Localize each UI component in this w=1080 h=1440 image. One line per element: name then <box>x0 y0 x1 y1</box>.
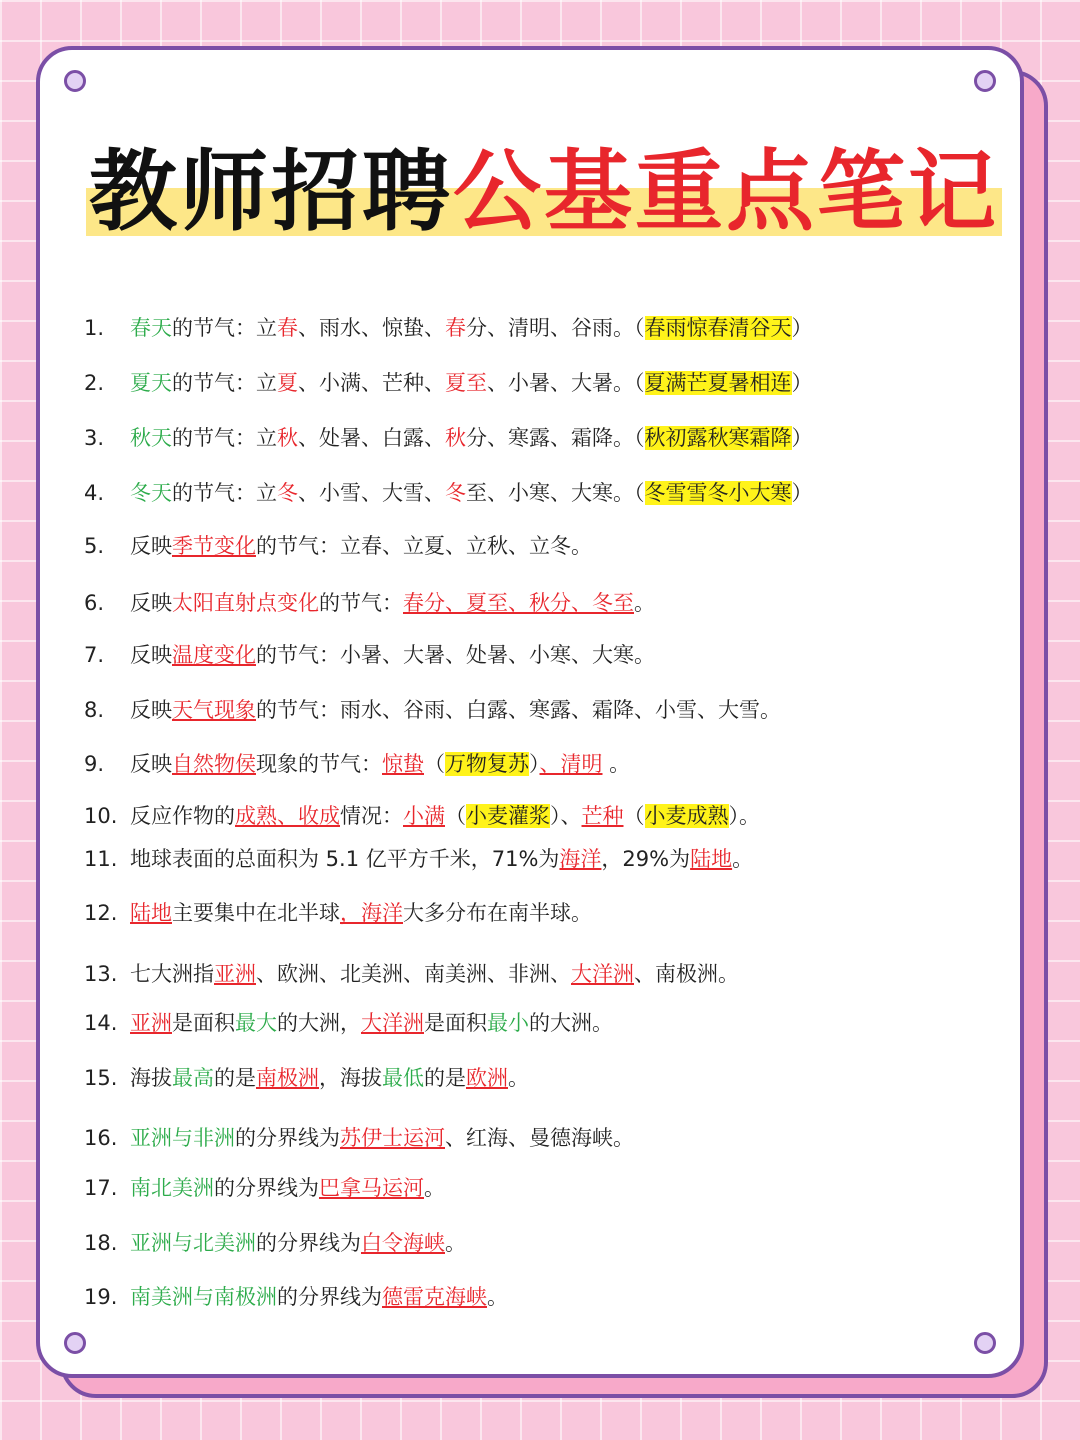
red-underlined-text: 陆地 <box>690 847 733 871</box>
plain-text: 。 <box>508 1066 529 1090</box>
note-item-1 <box>84 312 1004 344</box>
item-number: 16. <box>84 1126 118 1150</box>
green-text: 亚洲与非洲 <box>130 1126 235 1150</box>
plain-text: 的节气：立 <box>172 371 277 395</box>
plain-text: 的分界线为 <box>277 1285 382 1309</box>
plain-text: 、小暑、大暑。（ <box>487 371 645 395</box>
plain-text: 七大洲指 <box>130 962 214 986</box>
red-text: 冬 <box>445 481 466 505</box>
plain-text: 。 <box>487 1285 508 1309</box>
binder-hole-icon <box>64 70 86 92</box>
title-part-black: 教师招聘 <box>88 140 453 243</box>
green-text: 最高 <box>172 1066 214 1090</box>
green-text: 秋天 <box>130 426 172 450</box>
plain-text: 、小满、芒种、 <box>298 371 445 395</box>
plain-text: ） <box>791 371 813 395</box>
plain-text: 大多分布在南半球。 <box>403 901 592 925</box>
item-number: 13. <box>84 962 118 986</box>
note-item-3 <box>84 422 1004 454</box>
red-text: 春 <box>445 316 466 340</box>
green-text: 夏天 <box>130 371 172 395</box>
plain-text: 的节气：立春、立夏、立秋、立冬。 <box>256 534 592 558</box>
item-number: 9. <box>84 752 105 776</box>
note-item-8 <box>84 694 1004 726</box>
plain-text: 的大洲， <box>277 1011 361 1035</box>
plain-text: 的节气：立 <box>172 316 277 340</box>
red-underlined-text: 大洋洲 <box>361 1011 424 1035</box>
item-number: 10. <box>84 804 118 828</box>
red-underlined-text: 惊蛰 <box>382 752 424 776</box>
plain-text: 的是 <box>214 1066 256 1090</box>
plain-text: ）、 <box>550 804 582 828</box>
red-underlined-text: 亚洲 <box>130 1011 172 1035</box>
plain-text: 。 <box>732 847 754 871</box>
green-text: 亚洲与北美洲 <box>130 1231 256 1255</box>
item-number: 17. <box>84 1176 118 1200</box>
plain-text: 反映 <box>130 698 172 722</box>
plain-text: 、雨水、惊蛰、 <box>298 316 445 340</box>
green-text: 最大 <box>235 1011 277 1035</box>
item-number: 8. <box>84 698 105 722</box>
plain-text: 的节气：立 <box>172 481 277 505</box>
green-text: 春天 <box>130 316 172 340</box>
item-number: 19. <box>84 1285 118 1309</box>
red-underlined-text: ，海洋 <box>340 901 403 925</box>
note-item-2 <box>84 367 1004 399</box>
red-underlined-text: 小满 <box>403 804 445 828</box>
plain-text: 。 <box>445 1231 466 1255</box>
yellow-highlight-text: 秋初露秋寒霜降 <box>644 426 792 450</box>
yellow-highlight-text: 万物复苏 <box>445 752 529 776</box>
red-underlined-text: 天气现象 <box>172 698 256 722</box>
binder-hole-icon <box>64 1332 86 1354</box>
plain-text: 的节气：立 <box>172 426 277 450</box>
plain-text: 、处暑、白露、 <box>298 426 445 450</box>
title-block <box>86 136 1002 248</box>
green-text: 冬天 <box>130 481 172 505</box>
item-number: 6. <box>84 591 105 615</box>
red-underlined-text: 白令海峡 <box>361 1231 445 1255</box>
red-underlined-text: 大洋洲 <box>571 962 634 986</box>
red-underlined-text: 苏伊士运河 <box>340 1126 445 1150</box>
red-text: 夏 <box>277 371 298 395</box>
red-underlined-text: 海洋 <box>559 847 602 871</box>
plain-text: 至、小寒、大寒。（ <box>466 481 645 505</box>
plain-text: 现象的节气： <box>256 752 382 776</box>
note-item-13 <box>84 958 1004 990</box>
plain-text: （ <box>424 752 445 776</box>
red-underlined-text: 欧洲 <box>466 1066 508 1090</box>
plain-text: 反应作物的 <box>130 804 235 828</box>
plain-text: 的分界线为 <box>235 1126 340 1150</box>
note-item-11 <box>84 843 1004 875</box>
plain-text: ） <box>791 481 813 505</box>
note-item-12 <box>84 897 1004 929</box>
yellow-highlight-text: 夏满芒夏暑相连 <box>644 371 792 395</box>
red-text: 秋 <box>277 426 298 450</box>
plain-text: ，海拔 <box>319 1066 382 1090</box>
note-item-5 <box>84 530 1004 562</box>
green-text: 最小 <box>487 1011 529 1035</box>
note-item-17 <box>84 1172 1004 1204</box>
plain-text: 主要集中在北半球 <box>172 901 340 925</box>
red-underlined-text: 春分、夏至、秋分、冬至 <box>403 591 634 615</box>
item-number: 3. <box>84 426 105 450</box>
yellow-highlight-text: 小麦成熟 <box>644 804 729 828</box>
red-text: 秋 <box>445 426 466 450</box>
green-text: 南美洲与南极洲 <box>130 1285 277 1309</box>
plain-text: 反映 <box>130 591 172 615</box>
red-underlined-text: 温度变化 <box>172 643 256 667</box>
plain-text: 、欧洲、北美洲、南美洲、非洲、 <box>256 962 571 986</box>
plain-text: 的分界线为 <box>256 1231 361 1255</box>
plain-text: 反映 <box>130 534 172 558</box>
plain-text: 的节气：小暑、大暑、处暑、小寒、大寒。 <box>256 643 655 667</box>
title-part-red: 公基重点笔记 <box>453 140 1000 243</box>
plain-text: 地球表面的总面积为 5.1 亿平方千米，71%为 <box>130 847 560 871</box>
item-number: 14. <box>84 1011 118 1035</box>
plain-text: 的分界线为 <box>214 1176 319 1200</box>
red-underlined-text: 自然物侯 <box>172 752 256 776</box>
yellow-highlight-text: 春雨惊春清谷天 <box>644 316 792 340</box>
plain-text: 情况： <box>340 804 403 828</box>
note-item-9 <box>84 748 1004 780</box>
item-number: 11. <box>84 847 118 871</box>
yellow-highlight-text: 冬雪雪冬小大寒 <box>644 481 792 505</box>
plain-text: 的节气：雨水、谷雨、白露、寒露、霜降、小雪、大雪。 <box>256 698 781 722</box>
note-item-19 <box>84 1281 1004 1313</box>
plain-text: 、小雪、大雪、 <box>298 481 445 505</box>
note-item-10 <box>84 800 1004 832</box>
red-underlined-text: 、清明 <box>539 752 603 776</box>
note-card <box>36 46 1024 1378</box>
plain-text: 。 <box>634 591 655 615</box>
plain-text: 分、清明、谷雨。（ <box>466 316 645 340</box>
red-underlined-text: 成熟、收成 <box>235 804 340 828</box>
red-underlined-text: 季节变化 <box>172 534 256 558</box>
note-item-6 <box>84 587 1004 619</box>
yellow-highlight-text: 小麦灌浆 <box>466 804 550 828</box>
item-number: 15. <box>84 1066 118 1090</box>
note-item-14 <box>84 1007 1004 1039</box>
plain-text: 的节气： <box>319 591 403 615</box>
plain-text: ） <box>529 752 540 776</box>
item-number: 12. <box>84 901 118 925</box>
note-item-18 <box>84 1227 1004 1259</box>
red-underlined-text: 南极洲 <box>256 1066 319 1090</box>
plain-text: 、南极洲。 <box>634 962 739 986</box>
plain-text: ）。 <box>728 804 760 828</box>
plain-text: ） <box>791 316 813 340</box>
plain-text: ） <box>791 426 813 450</box>
green-text: 南北美洲 <box>130 1176 214 1200</box>
page-title <box>86 136 1002 248</box>
red-underlined-text: 陆地 <box>130 901 172 925</box>
item-number: 7. <box>84 643 105 667</box>
plain-text: 、红海、曼德海峡。 <box>445 1126 634 1150</box>
binder-hole-icon <box>974 1332 996 1354</box>
red-text: 冬 <box>277 481 298 505</box>
plain-text: 反映 <box>130 643 172 667</box>
item-number: 18. <box>84 1231 118 1255</box>
plain-text: 是面积 <box>424 1011 487 1035</box>
plain-text: （ <box>445 804 466 828</box>
note-item-15 <box>84 1062 1004 1094</box>
note-item-16 <box>84 1122 1004 1154</box>
plain-text: （ <box>623 804 645 828</box>
red-text: 春 <box>277 316 298 340</box>
red-underlined-text: 巴拿马运河 <box>319 1176 424 1200</box>
plain-text: 。 <box>602 752 631 776</box>
green-text: 最低 <box>382 1066 424 1090</box>
item-number: 1. <box>84 316 105 340</box>
item-number: 5. <box>84 534 105 558</box>
red-text: 太阳直射点变化 <box>172 591 319 615</box>
plain-text: 的是 <box>424 1066 466 1090</box>
plain-text: 是面积 <box>172 1011 235 1035</box>
binder-hole-icon <box>974 70 996 92</box>
red-underlined-text: 芒种 <box>581 804 624 828</box>
note-item-4 <box>84 477 1004 509</box>
item-number: 2. <box>84 371 105 395</box>
red-underlined-text: 亚洲 <box>214 962 256 986</box>
plain-text: 。 <box>424 1176 445 1200</box>
plain-text: 海拔 <box>130 1066 172 1090</box>
plain-text: 的大洲。 <box>529 1011 613 1035</box>
red-underlined-text: 德雷克海峡 <box>382 1285 487 1309</box>
item-number: 4. <box>84 481 105 505</box>
red-text: 夏至 <box>445 371 487 395</box>
plain-text: 分、寒露、霜降。（ <box>466 426 645 450</box>
plain-text: 反映 <box>130 752 172 776</box>
note-item-7 <box>84 639 1004 671</box>
plain-text: ，29%为 <box>601 847 691 871</box>
